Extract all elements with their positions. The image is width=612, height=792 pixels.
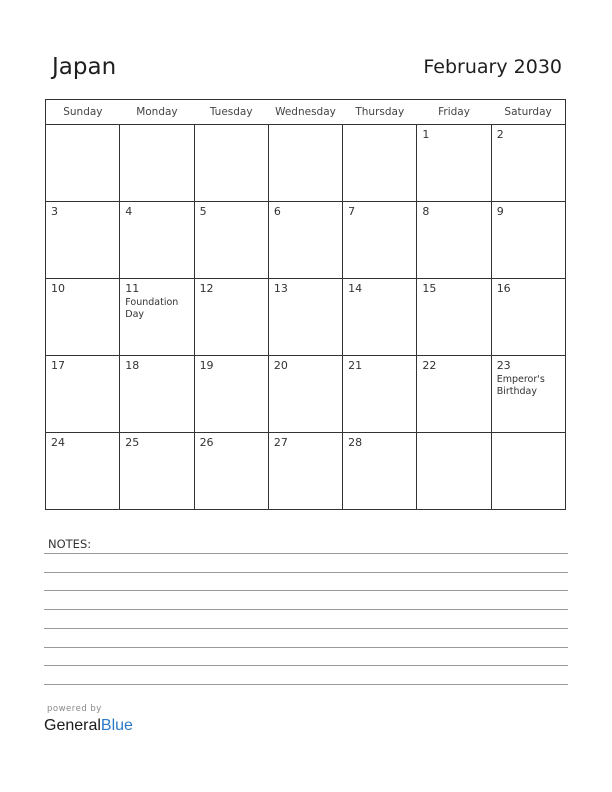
note-line (44, 628, 568, 629)
day-number: 21 (348, 359, 363, 372)
day-cell (194, 279, 268, 356)
day-number: 16 (496, 282, 511, 295)
note-line (44, 553, 568, 554)
day-number: 12 (199, 282, 214, 295)
day-cell (46, 202, 120, 279)
day-cell (417, 202, 491, 279)
brand-general: General (44, 717, 101, 734)
weekday-friday: Friday (417, 100, 491, 125)
calendar-week-row (46, 202, 566, 279)
day-number: 25 (125, 436, 140, 449)
weekday-thursday: Thursday (343, 100, 417, 125)
day-number: 26 (199, 436, 214, 449)
empty-day-cell (46, 125, 120, 202)
day-cell (417, 125, 491, 202)
brand-blue: Blue (100, 717, 133, 734)
day-cell (491, 356, 565, 433)
day-number: 22 (422, 359, 437, 372)
calendar-week-row (46, 279, 566, 356)
day-number: 1 (422, 128, 430, 141)
weekday-wednesday: Wednesday (268, 100, 342, 125)
day-cell (46, 356, 120, 433)
generalblue-logo (44, 717, 133, 735)
weekday-tuesday: Tuesday (194, 100, 268, 125)
country-title: Japan (52, 54, 117, 80)
empty-day-cell (194, 125, 268, 202)
empty-day-cell (343, 125, 417, 202)
day-cell (343, 433, 417, 510)
day-cell (120, 356, 194, 433)
day-cell (417, 356, 491, 433)
weekday-monday: Monday (120, 100, 194, 125)
empty-day-cell (120, 125, 194, 202)
day-number: 5 (199, 205, 207, 218)
day-number: 19 (199, 359, 214, 372)
holiday-label: Foundation Day (125, 297, 179, 320)
weekday-sunday: Sunday (46, 100, 120, 125)
calendar-week-row (46, 433, 566, 510)
day-cell (491, 125, 565, 202)
day-cell (120, 202, 194, 279)
day-number: 27 (273, 436, 288, 449)
calendar-week-row (46, 125, 566, 202)
day-cell (46, 433, 120, 510)
note-line (44, 665, 568, 666)
calendar-week-row (46, 356, 566, 433)
weekday-header-row (46, 100, 566, 125)
empty-day-cell (268, 125, 342, 202)
day-cell (343, 202, 417, 279)
day-number: 9 (496, 205, 504, 218)
empty-day-cell (417, 433, 491, 510)
day-cell (268, 279, 342, 356)
weekday-saturday: Saturday (491, 100, 565, 125)
day-cell (343, 356, 417, 433)
day-number: 24 (51, 436, 65, 449)
note-line (44, 590, 568, 591)
day-number: 28 (348, 436, 363, 449)
note-line (44, 572, 568, 573)
day-number: 3 (51, 205, 58, 218)
day-cell (268, 356, 342, 433)
day-cell (194, 202, 268, 279)
day-cell (120, 433, 194, 510)
note-line (44, 609, 568, 610)
day-number: 4 (125, 205, 133, 218)
day-cell (343, 279, 417, 356)
day-number: 10 (51, 282, 65, 295)
day-number: 13 (273, 282, 288, 295)
day-cell (194, 356, 268, 433)
day-number: 7 (348, 205, 356, 218)
day-number: 11 (125, 282, 140, 295)
day-number: 2 (496, 128, 504, 141)
day-cell (120, 279, 194, 356)
day-cell (268, 202, 342, 279)
day-number: 8 (422, 205, 430, 218)
empty-day-cell (491, 433, 565, 510)
note-line (44, 647, 568, 648)
day-number: 17 (51, 359, 65, 372)
day-number: 23 (496, 359, 511, 372)
day-cell (194, 433, 268, 510)
notes-label: NOTES: (48, 537, 92, 551)
calendar-grid (45, 99, 566, 510)
day-number: 20 (273, 359, 288, 372)
holiday-label: Emperor's Birthday (496, 374, 545, 397)
month-year-title: February 2030 (423, 56, 562, 78)
day-cell (491, 279, 565, 356)
day-number: 14 (348, 282, 363, 295)
day-cell (491, 202, 565, 279)
note-line (44, 684, 568, 685)
day-cell (268, 433, 342, 510)
powered-by-text: powered by (47, 704, 102, 714)
day-number: 18 (125, 359, 140, 372)
day-number: 15 (422, 282, 437, 295)
day-cell (417, 279, 491, 356)
day-number: 6 (273, 205, 281, 218)
day-cell (46, 279, 120, 356)
